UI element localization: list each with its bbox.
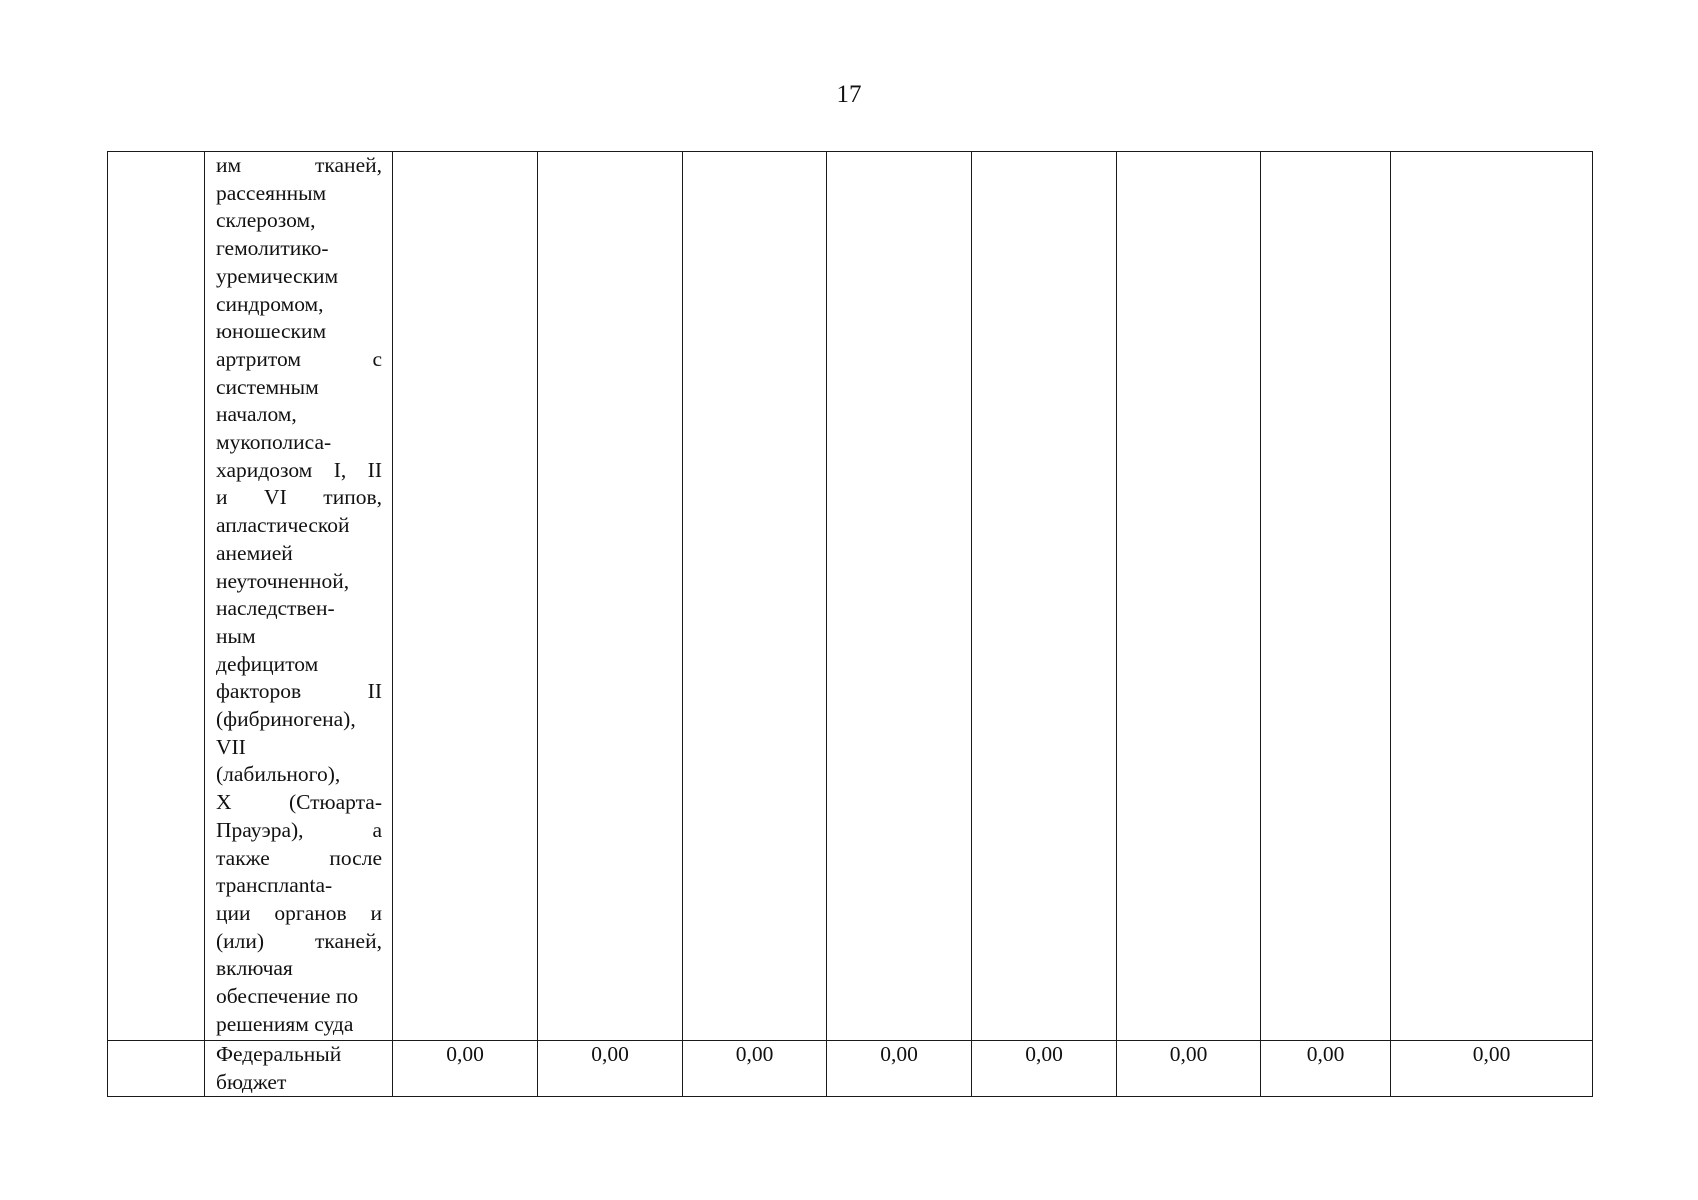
description-line: мукополиса- <box>216 430 332 455</box>
description-cell <box>205 152 393 1041</box>
page-number: 17 <box>836 81 862 108</box>
table-row-federal-budget <box>108 1041 1593 1097</box>
value-cell <box>972 152 1117 1041</box>
federal-value-cell: 0,00 <box>683 1041 827 1097</box>
value-cell <box>393 152 538 1041</box>
federal-value-cell: 0,00 <box>972 1041 1117 1097</box>
description-line: X (Стюарта- <box>216 790 382 815</box>
description-line: апластической <box>216 513 350 538</box>
value-cell <box>683 152 827 1041</box>
description-line: анемией <box>216 540 293 565</box>
description-line: началом, <box>216 402 297 427</box>
description-line: рассеянным <box>216 180 327 205</box>
description-line: также после <box>216 845 382 870</box>
description-line: уремическим <box>216 263 339 288</box>
federal-value-cell: 0,00 <box>1117 1041 1261 1097</box>
description-line: ным <box>216 623 256 648</box>
description-line: обеспечение по <box>216 984 359 1009</box>
description-line: харидозом I, II <box>216 457 382 482</box>
row-number-cell <box>108 152 205 1041</box>
federal-value-cell: 0,00 <box>1261 1041 1391 1097</box>
description-line: ции органов и <box>216 900 382 925</box>
description-line: им тканей, <box>216 153 382 177</box>
federal-value-cell: 0,00 <box>827 1041 972 1097</box>
value-cell <box>1261 152 1391 1041</box>
description-line: трансплanta- <box>216 873 333 898</box>
budget-table <box>107 151 1593 1097</box>
description-line: включая <box>216 956 293 981</box>
description-line: решениям суда <box>216 1011 354 1036</box>
row-number-cell <box>108 1041 205 1097</box>
federal-budget-label: Федеральный бюджет <box>205 1041 393 1097</box>
value-cell <box>1117 152 1261 1041</box>
description-line: (лабильного), <box>216 762 341 787</box>
description-line: дефицитом <box>216 651 319 676</box>
federal-value-cell: 0,00 <box>393 1041 538 1097</box>
description-line: наследствен- <box>216 596 335 621</box>
description-line: системным <box>216 374 319 399</box>
description-line: склерозом, <box>216 208 316 233</box>
description-line: Прауэра), а <box>216 817 382 842</box>
description-line: и VI типов, <box>216 485 382 510</box>
federal-value-cell: 0,00 <box>1391 1041 1593 1097</box>
description-line: факторов II <box>216 679 382 704</box>
value-cell <box>538 152 683 1041</box>
table-row-description <box>108 152 1593 1041</box>
description-line: неуточненной, <box>216 568 350 593</box>
value-cell <box>827 152 972 1041</box>
description-line: (фибриногена), <box>216 707 356 732</box>
description-line: гемолитико- <box>216 236 329 261</box>
description-line: синдромом, <box>216 291 324 316</box>
value-cell <box>1391 152 1593 1041</box>
description-line: VII <box>216 734 246 759</box>
description-line: (или) тканей, <box>216 928 382 953</box>
federal-value-cell: 0,00 <box>538 1041 683 1097</box>
description-line: юношеским <box>216 319 327 344</box>
description-line: артритом с <box>216 346 382 371</box>
